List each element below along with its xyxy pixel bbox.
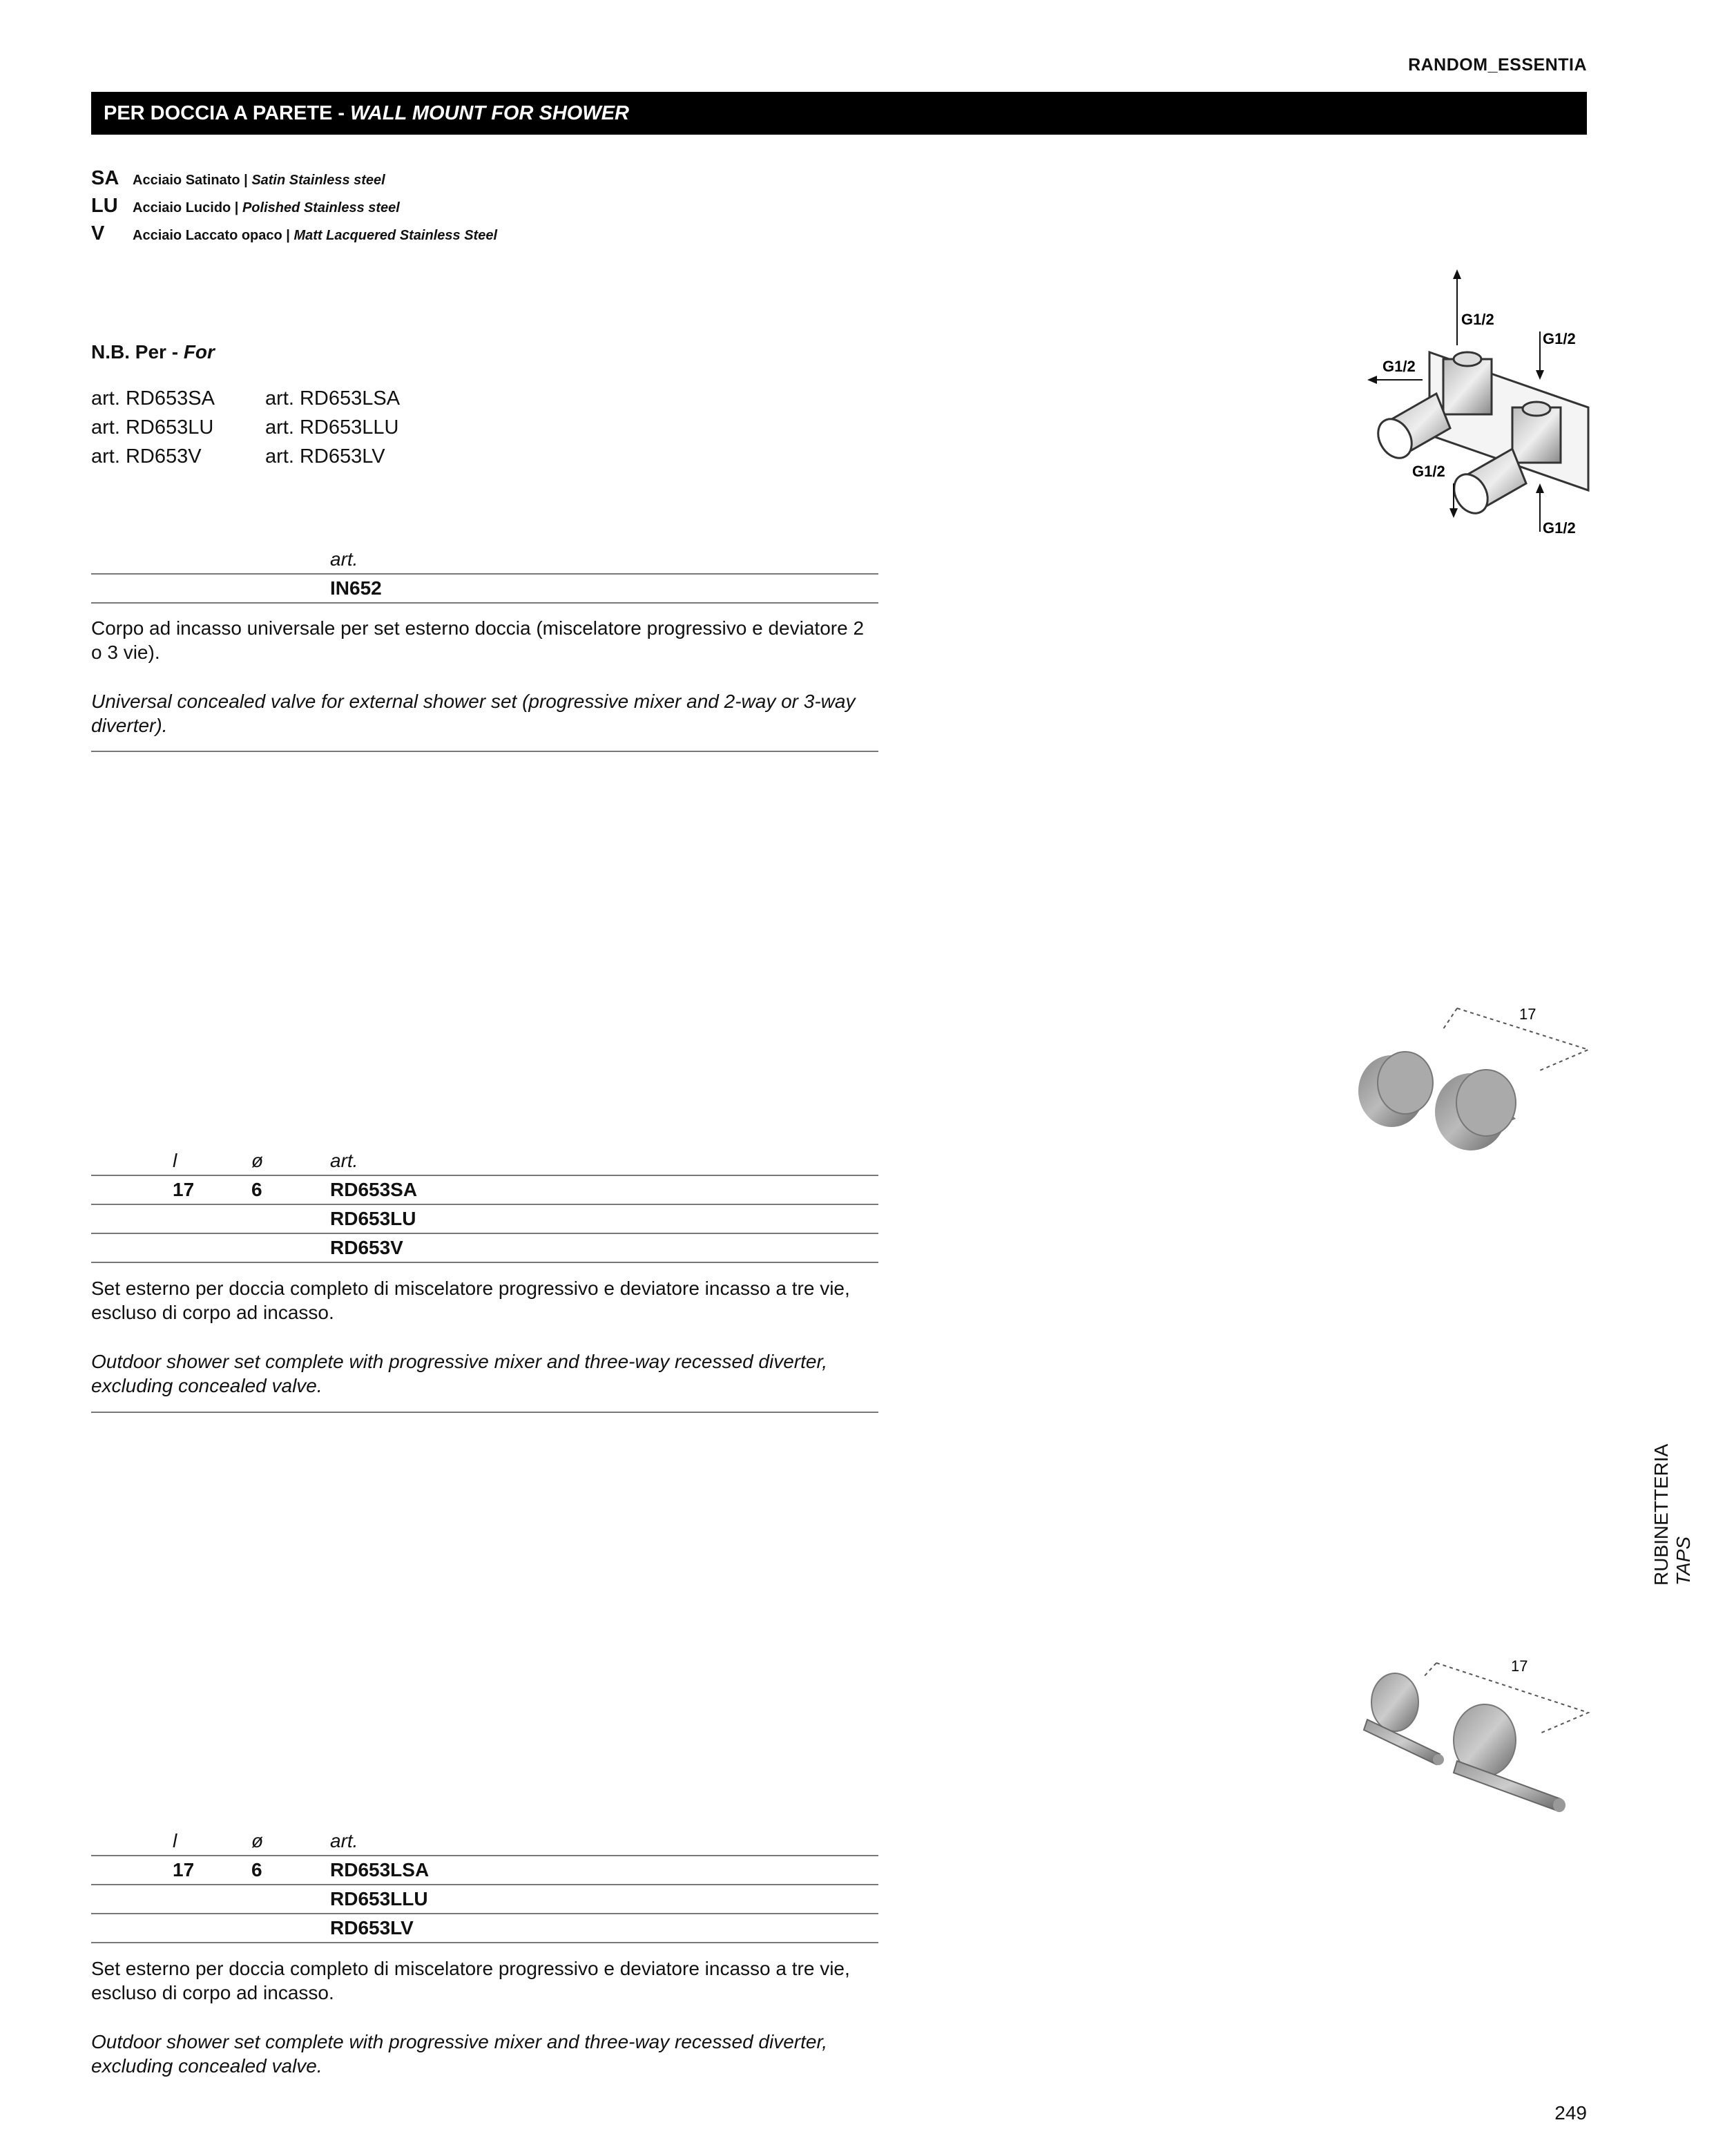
header-art: art. — [330, 548, 358, 570]
banner-title-en: WALL MOUNT FOR SHOWER — [350, 102, 629, 124]
diameter-value: 6 — [251, 1859, 262, 1880]
nb-article: art. RD653LV — [265, 445, 385, 468]
section-banner — [91, 92, 1587, 135]
lever-set-drawing — [1353, 1650, 1602, 1823]
nb-article: art. RD653V — [91, 445, 202, 468]
dimension-label: 17 — [1519, 1005, 1536, 1023]
nb-row — [91, 413, 400, 442]
nb-row — [91, 442, 400, 471]
section-divider — [91, 1412, 878, 1413]
nb-article: art. RD653LU — [91, 416, 214, 439]
finish-name-it: Acciaio Satinato | — [133, 173, 252, 188]
header-diameter: ø — [251, 1150, 264, 1171]
article-code: RD653LU — [330, 1208, 416, 1229]
nb-row — [91, 384, 400, 413]
description-it: Set esterno per doccia completo di miscelatore progressivo e deviatore incasso a tre vie, escluso di corpo ad incasso. — [91, 1278, 850, 1323]
table-header — [91, 1830, 878, 1855]
nb-article-list — [91, 384, 400, 471]
description-it: Corpo ad incasso universale per set esterno doccia (miscelatore progressivo e deviatore 2 o 3 vie). — [91, 617, 865, 663]
finish-code: V — [91, 222, 105, 244]
description-en: Outdoor shower set complete with progressive mixer and three-way recessed diverter, excluding concealed valve. — [91, 1351, 828, 1396]
header-art: art. — [330, 1150, 358, 1171]
brand-label: RANDOM_ESSENTIA — [1408, 55, 1587, 75]
product-description — [91, 616, 878, 738]
length-value: 17 — [173, 1859, 195, 1880]
connection-label: G1/2 — [1382, 358, 1416, 375]
article-code: RD653V — [330, 1237, 403, 1258]
nb-article: art. RD653SA — [91, 387, 215, 410]
header-diameter: ø — [251, 1830, 264, 1851]
finish-name-en: Satin Stainless steel — [251, 173, 385, 188]
description-it: Set esterno per doccia completo di miscelatore progressivo e deviatore incasso a tre vie, escluso di corpo ad incasso. — [91, 1958, 850, 2003]
page-number: 249 — [1554, 2102, 1587, 2124]
nb-title — [91, 341, 215, 363]
finish-row — [91, 167, 497, 195]
article-code: RD653LSA — [330, 1859, 430, 1880]
article-code: RD653LV — [330, 1917, 414, 1938]
length-value: 17 — [173, 1179, 195, 1200]
table-header — [91, 1150, 878, 1175]
nb-article: art. RD653LSA — [265, 387, 401, 410]
finishes-legend — [91, 167, 497, 250]
table-row — [91, 1175, 878, 1204]
category-it: RUBINETTERIA — [1650, 1443, 1672, 1586]
diameter-value: 6 — [251, 1179, 262, 1200]
table-header — [91, 548, 878, 573]
section-divider — [91, 751, 878, 752]
table-row — [91, 1855, 878, 1884]
header-length: l — [173, 1150, 177, 1171]
description-en: Universal concealed valve for external shower set (progressive mixer and 2-way or 3-way diverter). — [91, 691, 856, 736]
side-category-label — [1650, 1444, 1695, 1586]
finish-name-en: Polished Stainless steel — [242, 200, 400, 215]
product-description — [91, 1276, 878, 1398]
finish-row — [91, 195, 497, 222]
article-code: IN652 — [330, 577, 382, 599]
nb-title-en: For — [183, 341, 215, 363]
concealed-valve-drawing — [1347, 262, 1623, 552]
connection-label: G1/2 — [1543, 330, 1576, 347]
finish-row — [91, 222, 497, 250]
finish-code: LU — [91, 195, 118, 217]
product-table-rd653l — [91, 1830, 878, 1943]
product-table-in652 — [91, 548, 878, 604]
dimension-label: 17 — [1511, 1657, 1528, 1675]
knob-set-drawing — [1353, 994, 1602, 1153]
table-row — [91, 1884, 878, 1913]
table-row — [91, 1233, 878, 1263]
connection-label: G1/2 — [1543, 519, 1576, 537]
nb-title-it: N.B. Per - — [91, 341, 184, 363]
category-en: TAPS — [1673, 1536, 1694, 1586]
article-code: RD653LLU — [330, 1888, 428, 1909]
product-table-rd653 — [91, 1150, 878, 1263]
product-description — [91, 1956, 878, 2078]
finish-name-it: Acciaio Lucido | — [133, 200, 242, 215]
header-art: art. — [330, 1830, 358, 1851]
finish-code: SA — [91, 167, 119, 189]
header-length: l — [173, 1830, 177, 1851]
table-row — [91, 1204, 878, 1233]
article-code: RD653SA — [330, 1179, 418, 1200]
table-row — [91, 1913, 878, 1943]
connection-label: G1/2 — [1412, 463, 1445, 480]
finish-name-it: Acciaio Laccato opaco | — [133, 228, 294, 243]
nb-article: art. RD653LLU — [265, 416, 399, 439]
connection-label: G1/2 — [1461, 311, 1494, 328]
description-en: Outdoor shower set complete with progressive mixer and three-way recessed diverter, excluding concealed valve. — [91, 2031, 828, 2077]
banner-title-it: PER DOCCIA A PARETE - — [104, 102, 351, 124]
finish-name-en: Matt Lacquered Stainless Steel — [293, 228, 497, 243]
table-row — [91, 573, 878, 604]
